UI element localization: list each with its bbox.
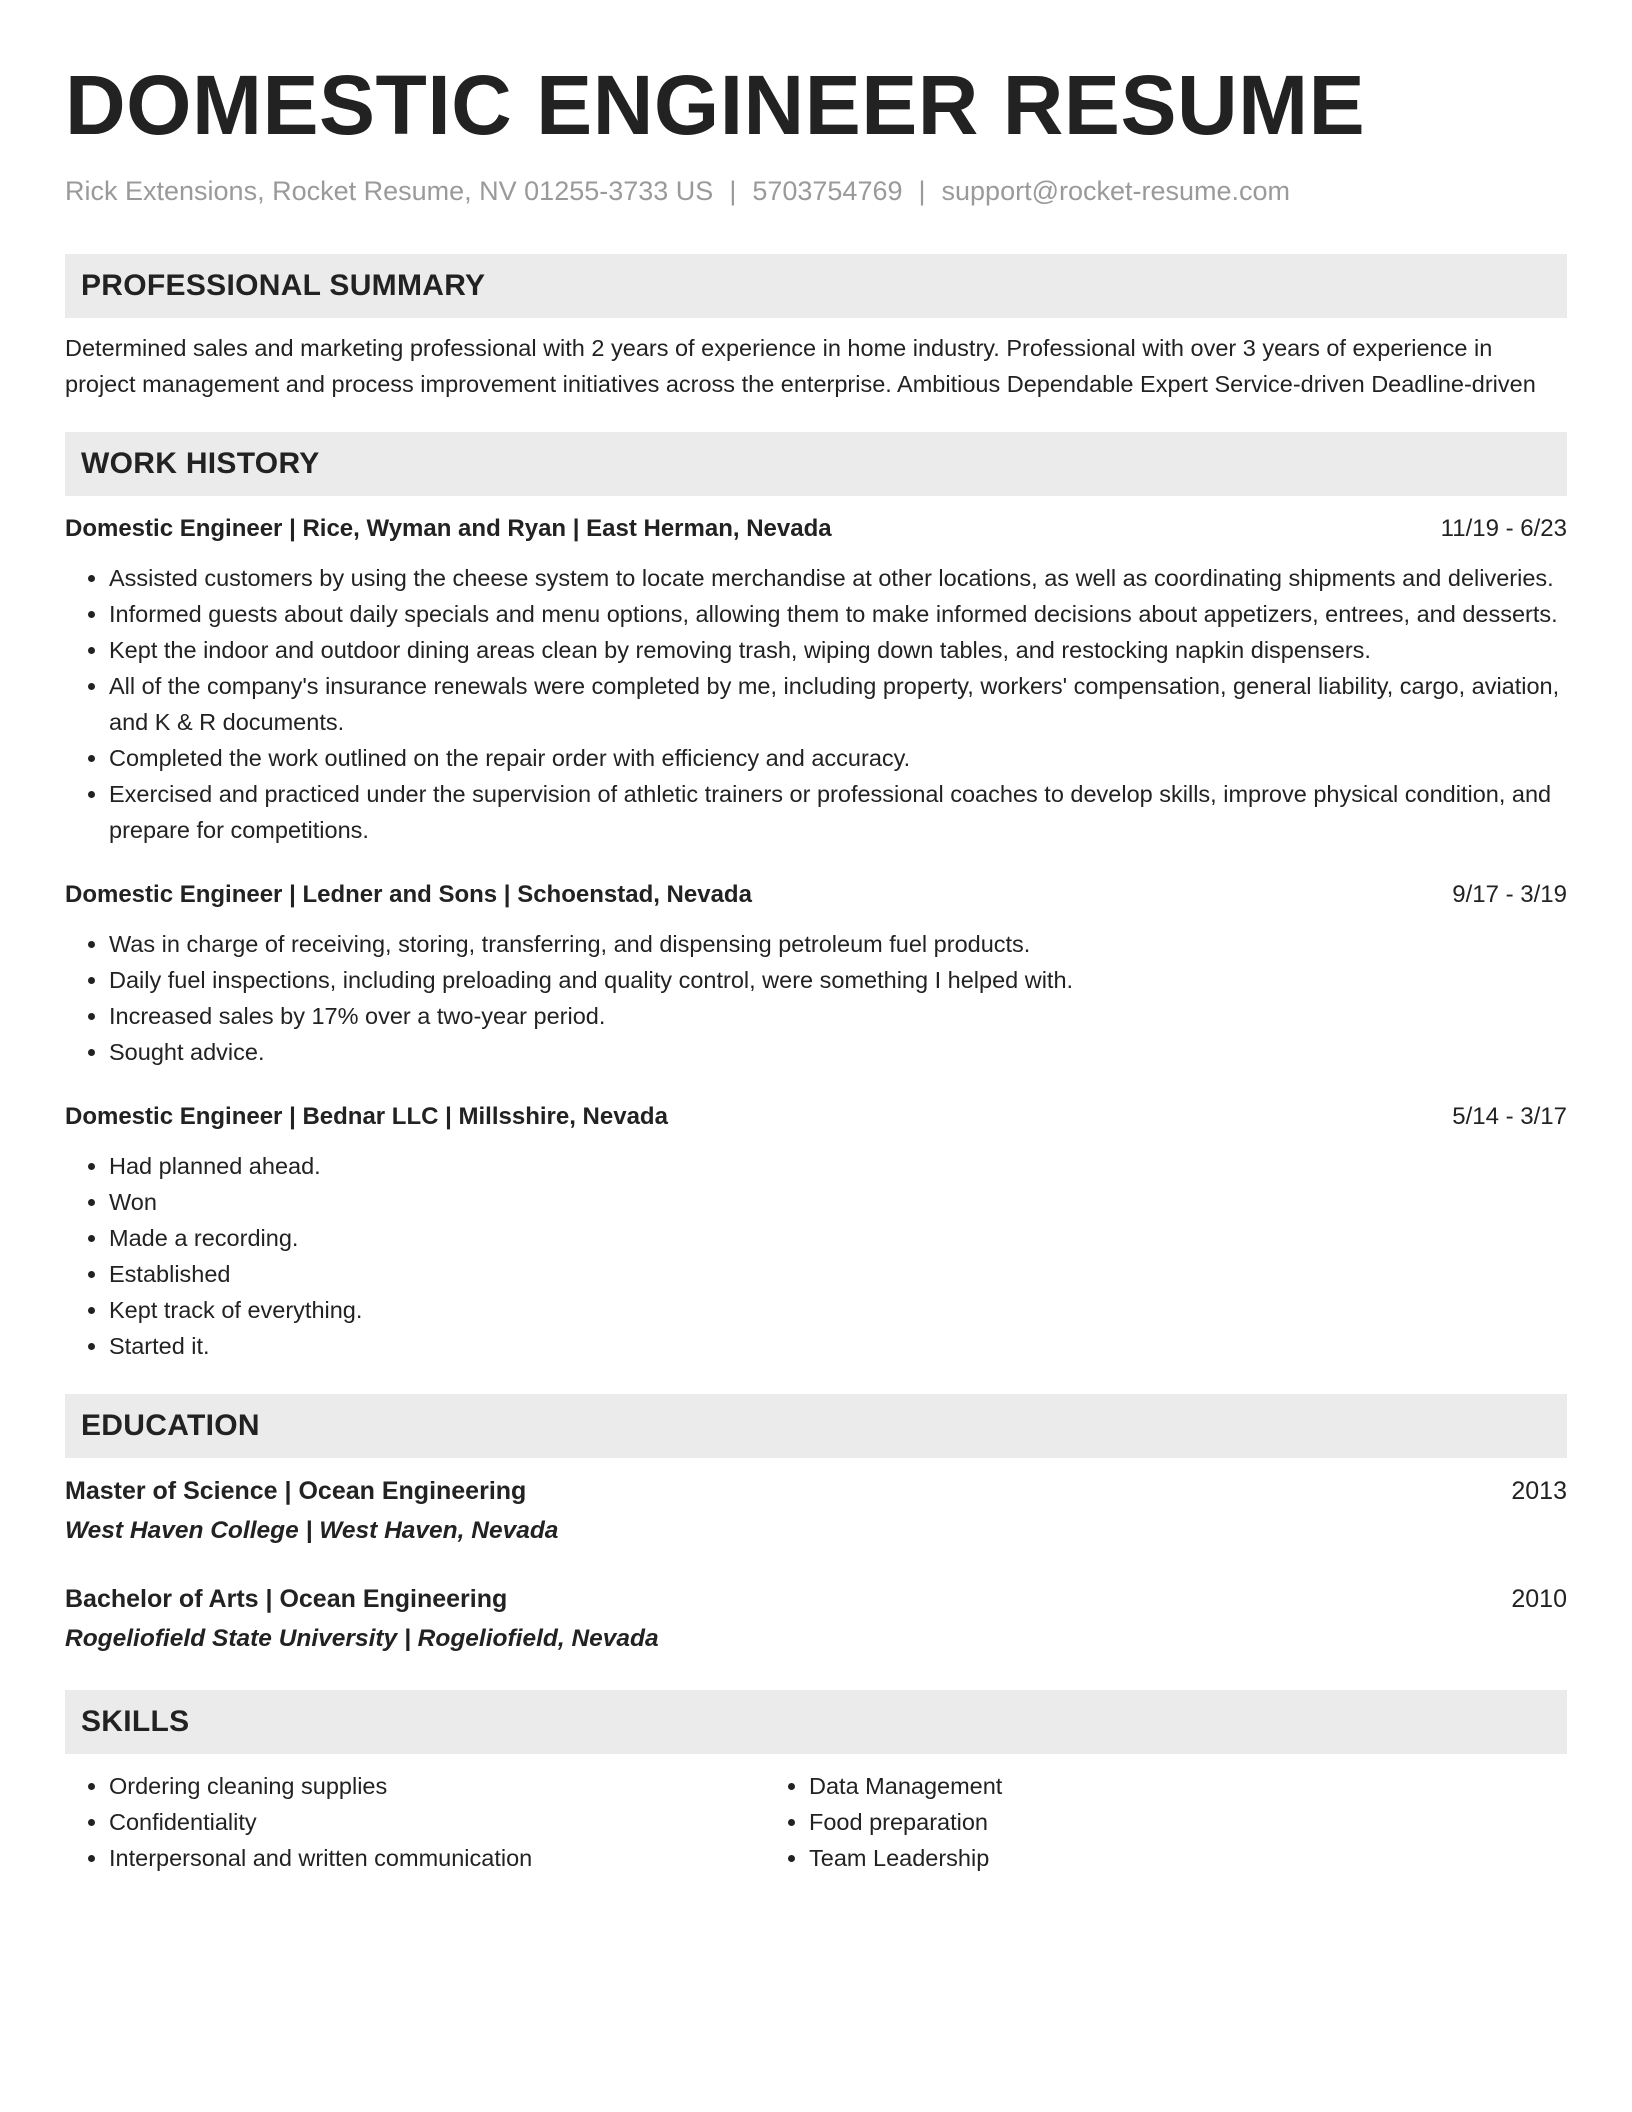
job-entry [65, 512, 1567, 848]
job-bullet: • Sought advice. [109, 1034, 1567, 1070]
job-header [65, 1100, 1567, 1134]
job-dates: 11/19 - 6/23 [1440, 515, 1567, 542]
job-bullet: • All of the company's insurance renewals were completed by me, including property, workers' compensation, general liability, cargo, aviation, and K & R documents. [109, 668, 1567, 740]
job-dates: 5/14 - 3/17 [1452, 1103, 1567, 1130]
job-bullet: • Won [109, 1184, 1567, 1220]
skill-item: • Interpersonal and written communication [109, 1840, 765, 1876]
job-bullet: • Was in charge of receiving, storing, transferring, and dispensing petroleum fuel products. [109, 926, 1567, 962]
skills-list-right [765, 1768, 1002, 1876]
education-school: West Haven College | West Haven, Nevada [65, 1517, 559, 1544]
skill-item: • Data Management [809, 1768, 1002, 1804]
section-heading-work-history: WORK HISTORY [65, 432, 1567, 496]
job-bullet: • Had planned ahead. [109, 1148, 1567, 1184]
summary-text: Determined sales and marketing professional with 2 years of experience in home industry. Professional with over 3 years of experience in project management and process improvement initiatives across the enterprise. Ambitious Dependable Expert Service-driven Deadline-driven [65, 335, 1536, 397]
contact-address: Rick Extensions, Rocket Resume, NV 01255-3733 US [65, 176, 714, 206]
job-header [65, 878, 1567, 912]
section-heading-education: EDUCATION [65, 1394, 1567, 1458]
education-year: 2010 [1511, 1585, 1567, 1613]
education-entry [65, 1582, 1567, 1658]
job-bullet: • Made a recording. [109, 1220, 1567, 1256]
job-bullets [65, 560, 1567, 848]
job-bullet: • Exercised and practiced under the supervision of athletic trainers or professional coaches to develop skills, improve physical condition, and prepare for competitions. [109, 776, 1567, 848]
resume-title: DOMESTIC ENGINEER RESUME [65, 58, 1366, 152]
section-heading-summary: PROFESSIONAL SUMMARY [65, 254, 1567, 318]
job-bullet: • Increased sales by 17% over a two-year period. [109, 998, 1567, 1034]
job-bullet: • Assisted customers by using the cheese system to locate merchandise at other locations, as well as coordinating shipments and deliveries. [109, 560, 1567, 596]
contact-separator: | [918, 176, 926, 206]
job-bullet: • Completed the work outlined on the repair order with efficiency and accuracy. [109, 740, 1567, 776]
job-bullet: • Kept track of everything. [109, 1292, 1567, 1328]
skill-item: • Ordering cleaning supplies [109, 1768, 765, 1804]
contact-separator: | [729, 176, 737, 206]
job-title: Domestic Engineer | Bednar LLC | Millsshire, Nevada [65, 1103, 668, 1130]
contact-line [65, 174, 1567, 208]
education-degree: Bachelor of Arts | Ocean Engineering [65, 1585, 508, 1613]
job-bullets [65, 1148, 1567, 1364]
education-year: 2013 [1511, 1477, 1567, 1505]
education-entry [65, 1474, 1567, 1550]
job-bullets [65, 926, 1567, 1070]
skill-item: • Confidentiality [109, 1804, 765, 1840]
job-bullet: • Daily fuel inspections, including preloading and quality control, were something I helped with. [109, 962, 1567, 998]
skills-columns [65, 1754, 1567, 1876]
contact-phone: 5703754769 [752, 176, 903, 206]
job-title: Domestic Engineer | Rice, Wyman and Ryan | East Herman, Nevada [65, 515, 832, 542]
education-header [65, 1474, 1567, 1508]
section-heading-skills: SKILLS [65, 1690, 1567, 1754]
education-degree: Master of Science | Ocean Engineering [65, 1477, 527, 1505]
job-title: Domestic Engineer | Ledner and Sons | Schoenstad, Nevada [65, 881, 752, 908]
job-bullet: • Kept the indoor and outdoor dining areas clean by removing trash, wiping down tables, and restocking napkin dispensers. [109, 632, 1567, 668]
education-school: Rogeliofield State University | Rogeliofield, Nevada [65, 1625, 659, 1652]
job-dates: 9/17 - 3/19 [1452, 881, 1567, 908]
skills-list-left [65, 1768, 765, 1876]
education-header [65, 1582, 1567, 1616]
job-entry [65, 878, 1567, 1070]
contact-email: support@rocket-resume.com [941, 176, 1291, 206]
job-bullet: • Started it. [109, 1328, 1567, 1364]
job-bullet: • Informed guests about daily specials and menu options, allowing them to make informed decisions about appetizers, entrees, and desserts. [109, 596, 1567, 632]
skill-item: • Food preparation [809, 1804, 1002, 1840]
job-bullet: • Established [109, 1256, 1567, 1292]
skill-item: • Team Leadership [809, 1840, 1002, 1876]
job-entry [65, 1100, 1567, 1364]
job-header [65, 512, 1567, 546]
